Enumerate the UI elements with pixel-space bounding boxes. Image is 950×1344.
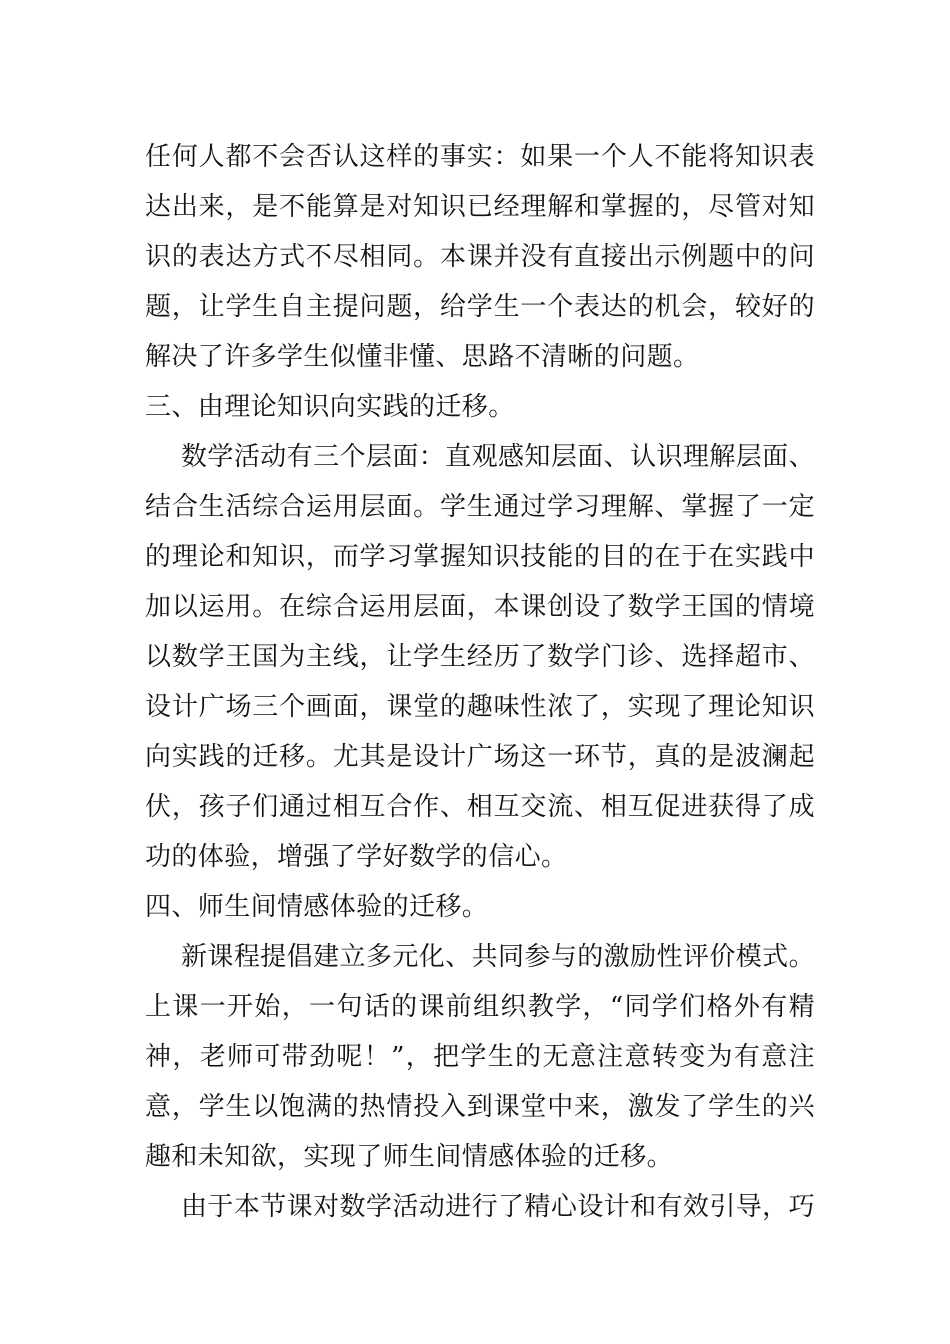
paragraph-line: 设计广场三个画面，课堂的趣味性浓了，实现了理论知识 xyxy=(145,692,815,722)
paragraph-line: 意，学生以饱满的热情投入到课堂中来，激发了学生的兴 xyxy=(145,1092,815,1122)
paragraph-line: 结合生活综合运用层面。学生通过学习理解、掌握了一定 xyxy=(145,492,815,522)
paragraph-line: 功的体验，增强了学好数学的信心。 xyxy=(145,842,568,872)
paragraph-line: 神，老师可带劲呢！”，把学生的无意注意转变为有意注 xyxy=(145,1042,815,1072)
paragraph-line: 上课一开始，一句话的课前组织教学，“同学们格外有精 xyxy=(145,992,815,1022)
section-heading: 三、由理论知识向实践的迁移。 xyxy=(145,392,515,422)
paragraph-line: 解决了许多学生似懂非懂、思路不清晰的问题。 xyxy=(145,342,700,372)
paragraph-line: 数学活动有三个层面：直观感知层面、认识理解层面、 xyxy=(181,442,815,472)
paragraph-line: 向实践的迁移。尤其是设计广场这一环节，真的是波澜起 xyxy=(145,742,815,772)
paragraph-line: 伏，孩子们通过相互合作、相互交流、相互促进获得了成 xyxy=(145,792,815,822)
section-heading: 四、师生间情感体验的迁移。 xyxy=(145,892,489,922)
paragraph-line: 由于本节课对数学活动进行了精心设计和有效引导，巧 xyxy=(181,1192,815,1222)
paragraph-line: 达出来，是不能算是对知识已经理解和掌握的，尽管对知 xyxy=(145,192,815,222)
paragraph-line: 识的表达方式不尽相同。本课并没有直接出示例题中的问 xyxy=(145,242,815,272)
paragraph-line: 加以运用。在综合运用层面，本课创设了数学王国的情境 xyxy=(145,592,815,622)
paragraph-line: 任何人都不会否认这样的事实：如果一个人不能将知识表 xyxy=(145,142,815,172)
paragraph-line: 新课程提倡建立多元化、共同参与的激励性评价模式。 xyxy=(181,942,815,972)
paragraph-line: 的理论和知识，而学习掌握知识技能的目的在于在实践中 xyxy=(145,542,815,572)
paragraph-line: 趣和未知欲，实现了师生间情感体验的迁移。 xyxy=(145,1142,674,1172)
paragraph-line: 以数学王国为主线，让学生经历了数学门诊、选择超市、 xyxy=(145,642,815,672)
paragraph-line: 题，让学生自主提问题，给学生一个表达的机会，较好的 xyxy=(145,292,815,322)
